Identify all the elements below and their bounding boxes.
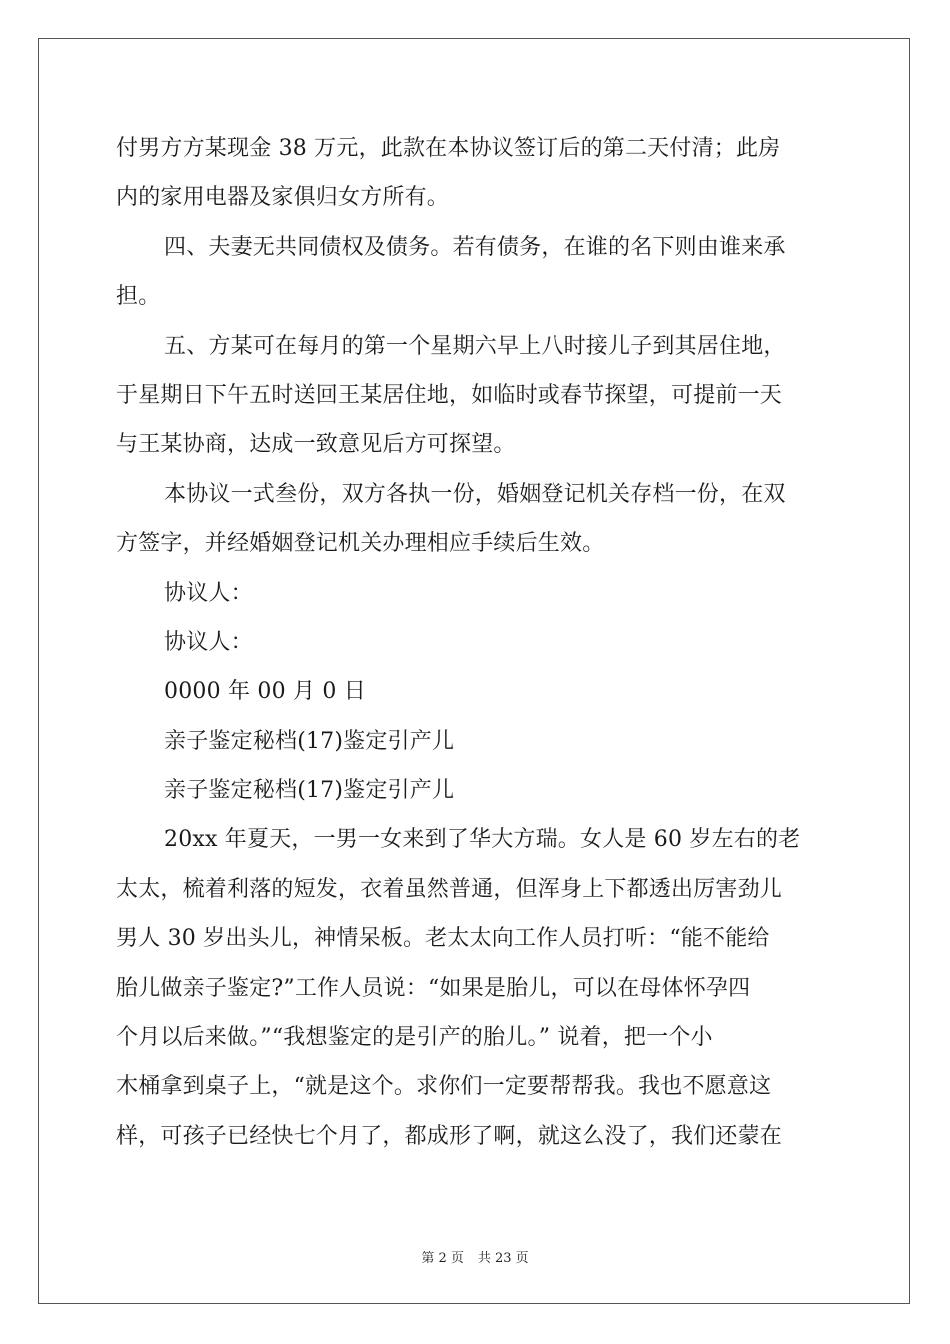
text-line-16: 太太，梳着利落的短发，衣着虽然普通，但浑身上下都透出厉害劲儿 — [116, 876, 783, 902]
text-line-4: 担。 — [116, 284, 161, 310]
text-line-1: 付男方方某现金 38 万元，此款在本协议签订后的第二天付清；此房 — [116, 136, 781, 161]
text-line-5: 五、方某可在每月的第一个星期六早上八时接儿子到其居住地， — [164, 333, 786, 359]
signatory-line-2: 协议人： — [164, 629, 253, 655]
text-line-3: 四、夫妻无共同债权及债务。若有债务，在谁的名下则由谁来承 — [164, 234, 786, 260]
page-number: 第 2 页 — [421, 1251, 464, 1266]
text-line-19: 个月以后来做。”“我想鉴定的是引产的胎儿。” 说着，把一个小 — [116, 1025, 713, 1051]
article-title-2: 亲子鉴定秘档(17)鉴定引产儿 — [164, 778, 455, 804]
signatory-line-1: 协议人： — [164, 580, 253, 606]
text-line-17: 男人 30 岁出头儿，神情呆板。老太太向工作人员打听：“能不能给 — [116, 926, 770, 952]
document-body — [116, 124, 834, 1161]
text-line-2: 内的家用电器及家俱归女方所有。 — [116, 185, 450, 211]
text-line-7: 与王某协商，达成一致意见后方可探望。 — [116, 432, 516, 458]
text-line-18: 胎儿做亲子鉴定?”工作人员说：“如果是胎儿，可以在母体怀孕四 — [116, 975, 751, 1001]
page-total: 共 23 页 — [477, 1251, 529, 1266]
article-title-1: 亲子鉴定秘档(17)鉴定引产儿 — [164, 728, 455, 754]
text-line-6: 于星期日下午五时送回王某居住地，如临时或春节探望，可提前一天 — [116, 382, 783, 408]
page-footer — [0, 1247, 950, 1266]
text-line-21: 样，可孩子已经快七个月了，都成形了啊，就这么没了，我们还蒙在 — [116, 1123, 783, 1149]
text-line-9: 方签字，并经婚姻登记机关办理相应手续后生效。 — [116, 531, 605, 557]
text-line-15: 20xx 年夏天，一男一女来到了华大方瑞。女人是 60 岁左右的老 — [164, 827, 801, 853]
text-line-8: 本协议一式叁份，双方各执一份，婚姻登记机关存档一份，在双 — [164, 481, 786, 507]
text-line-20: 木桶拿到桌子上，“就是这个。求你们一定要帮帮我。我也不愿意这 — [116, 1074, 772, 1100]
date-line: 0000 年 00 月 0 日 — [164, 679, 366, 705]
